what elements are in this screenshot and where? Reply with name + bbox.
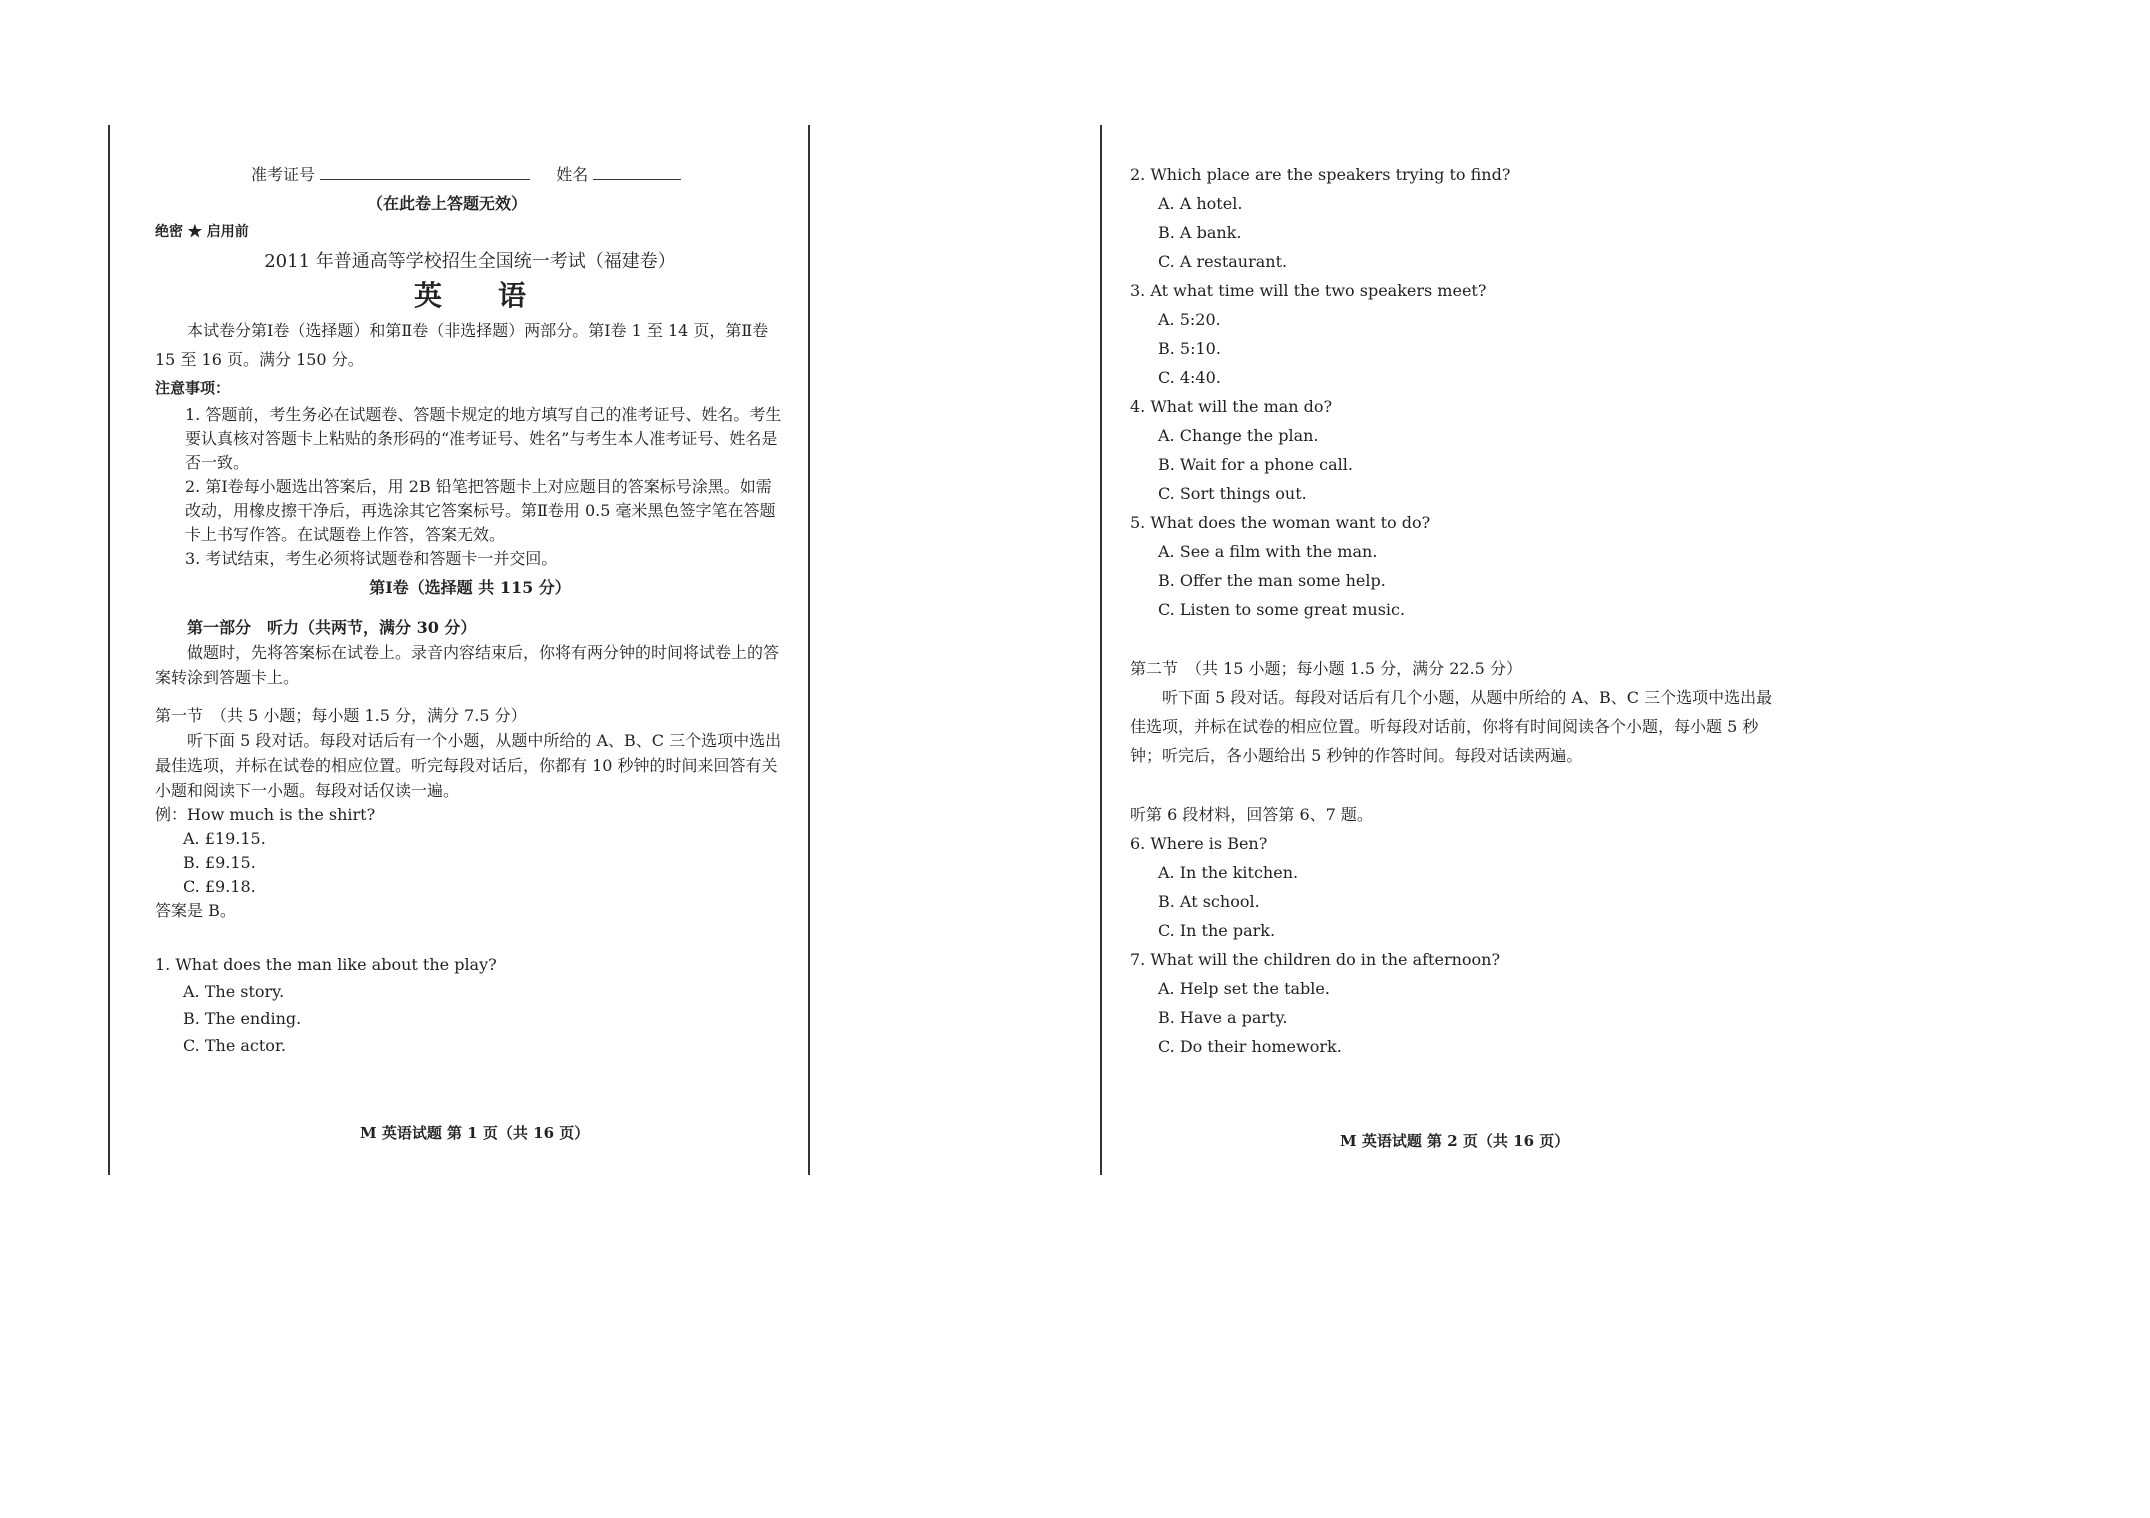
- question-3: 3. At what time will the two speakers meet?: [1130, 281, 1487, 300]
- name-label: 姓名: [556, 165, 589, 184]
- question-2-option: C. A restaurant.: [1158, 252, 1288, 271]
- subject-title: 英 语: [413, 279, 526, 312]
- question-5-option: C. Listen to some great music.: [1158, 600, 1406, 619]
- example-option: B. £9.15.: [183, 853, 256, 872]
- part1-title: 第一部分 听力（共两节，满分 30 分）: [187, 618, 477, 637]
- page1-right-border: [808, 125, 810, 1175]
- volume-title: 第Ⅰ卷（选择题 共 115 分）: [369, 578, 571, 597]
- note-item: 3. 考试结束，考生必须将试题卷和答题卡一并交回。: [185, 549, 558, 568]
- notes-title: 注意事项：: [155, 379, 231, 397]
- question-7: 7. What will the children do in the afternoon?: [1130, 950, 1501, 969]
- notes-list: [155, 403, 785, 571]
- note-item: 2. 第Ⅰ卷每小题选出答案后，用 2B 铅笔把答题卡上对应题目的答案标号涂黑。如需改动，用橡皮擦干净后，再选涂其它答案标号。第Ⅱ卷用 0.5 毫米黑色签字笔在答题卡上书写作答。在试题卷上作答，答案无效。: [185, 477, 776, 544]
- exam-page-1: [155, 160, 785, 1059]
- page2-footer: M 英语试题 第 2 页（共 16 页）: [1340, 1132, 1570, 1150]
- question-1: 1. What does the man like about the play?: [155, 955, 497, 974]
- question-2-option: A. A hotel.: [1158, 194, 1243, 213]
- admission-number-label: 准考证号: [251, 165, 316, 184]
- invalid-answer-note: （在此卷上答题无效）: [367, 194, 528, 213]
- question-3-option: C. 4:40.: [1158, 368, 1221, 387]
- question-4: 4. What will the man do?: [1130, 397, 1333, 416]
- page1-left-border: [108, 125, 110, 1175]
- secret-label: 绝密 ★ 启用前: [155, 224, 249, 240]
- question-7-option: B. Have a party.: [1158, 1008, 1288, 1027]
- example-option: A. £19.15.: [183, 829, 266, 848]
- name-blank: [593, 163, 681, 180]
- part1-instructions: 做题时，先将答案标在试卷上。录音内容结束后，你将有两分钟的时间将试卷上的答案转涂到答题卡上。: [155, 643, 780, 687]
- admission-number-blank: [320, 163, 530, 180]
- section1-title: 第一节 （共 5 小题；每小题 1.5 分，满分 7.5 分）: [155, 706, 527, 725]
- example-answer: 答案是 B。: [155, 901, 236, 920]
- question-1-option: A. The story.: [183, 982, 285, 1001]
- example-question: 例：How much is the shirt?: [155, 805, 376, 824]
- question-6-option: B. At school.: [1158, 892, 1260, 911]
- question-7-option: A. Help set the table.: [1158, 979, 1330, 998]
- note-item: 1. 答题前，考生务必在试题卷、答题卡规定的地方填写自己的准考证号、姓名。考生要认真核对答题卡上粘贴的条形码的“准考证号、姓名”与考生本人准考证号、姓名是否一致。: [185, 405, 782, 472]
- question-1-option: C. The actor.: [183, 1036, 286, 1055]
- section1-instructions: 听下面 5 段对话。每段对话后有一个小题，从题中所给的 A、B、C 三个选项中选出最佳选项，并标在试卷的相应位置。听完每段对话后，你都有 10 秒钟的时间来回答有关小题和阅读下一小题。每段对话仅读一遍。: [155, 731, 782, 800]
- example-option: C. £9.18.: [183, 877, 256, 896]
- question-3-option: A. 5:20.: [1158, 310, 1221, 329]
- question-5-option: A. See a film with the man.: [1158, 542, 1378, 561]
- question-4-option: A. Change the plan.: [1158, 426, 1319, 445]
- question-3-option: B. 5:10.: [1158, 339, 1221, 358]
- question-6: 6. Where is Ben?: [1130, 834, 1268, 853]
- question-5-option: B. Offer the man some help.: [1158, 571, 1386, 590]
- page1-footer: M 英语试题 第 1 页（共 16 页）: [360, 1124, 590, 1142]
- candidate-info-line: [155, 160, 785, 189]
- material-note: 听第 6 段材料，回答第 6、7 题。: [1130, 805, 1373, 824]
- question-1-option: B. The ending.: [183, 1009, 302, 1028]
- question-2-option: B. A bank.: [1158, 223, 1242, 242]
- question-2: 2. Which place are the speakers trying to find?: [1130, 165, 1511, 184]
- exam-intro: 本试卷分第Ⅰ卷（选择题）和第Ⅱ卷（非选择题）两部分。第Ⅰ卷 1 至 14 页，第Ⅱ卷 15 至 16 页。满分 150 分。: [155, 321, 769, 369]
- question-5: 5. What does the woman want to do?: [1130, 513, 1431, 532]
- exam-title: 2011 年普通高等学校招生全国统一考试（福建卷）: [264, 251, 676, 272]
- page2-left-border: [1100, 125, 1102, 1175]
- question-6-option: C. In the park.: [1158, 921, 1276, 940]
- question-6-option: A. In the kitchen.: [1158, 863, 1299, 882]
- question-4-option: C. Sort things out.: [1158, 484, 1307, 503]
- section2-instructions: 听下面 5 段对话。每段对话后有几个小题，从题中所给的 A、B、C 三个选项中选出最佳选项，并标在试卷的相应位置。听每段对话前，你将有时间阅读各个小题，每小题 5 秒钟；听完后，各小题给出 5 秒钟的作答时间。每段对话读两遍。: [1130, 688, 1773, 765]
- question-7-option: C. Do their homework.: [1158, 1037, 1342, 1056]
- section2-title: 第二节 （共 15 小题；每小题 1.5 分，满分 22.5 分）: [1130, 659, 1522, 678]
- question-4-option: B. Wait for a phone call.: [1158, 455, 1353, 474]
- exam-page-2: [1130, 160, 1780, 1061]
